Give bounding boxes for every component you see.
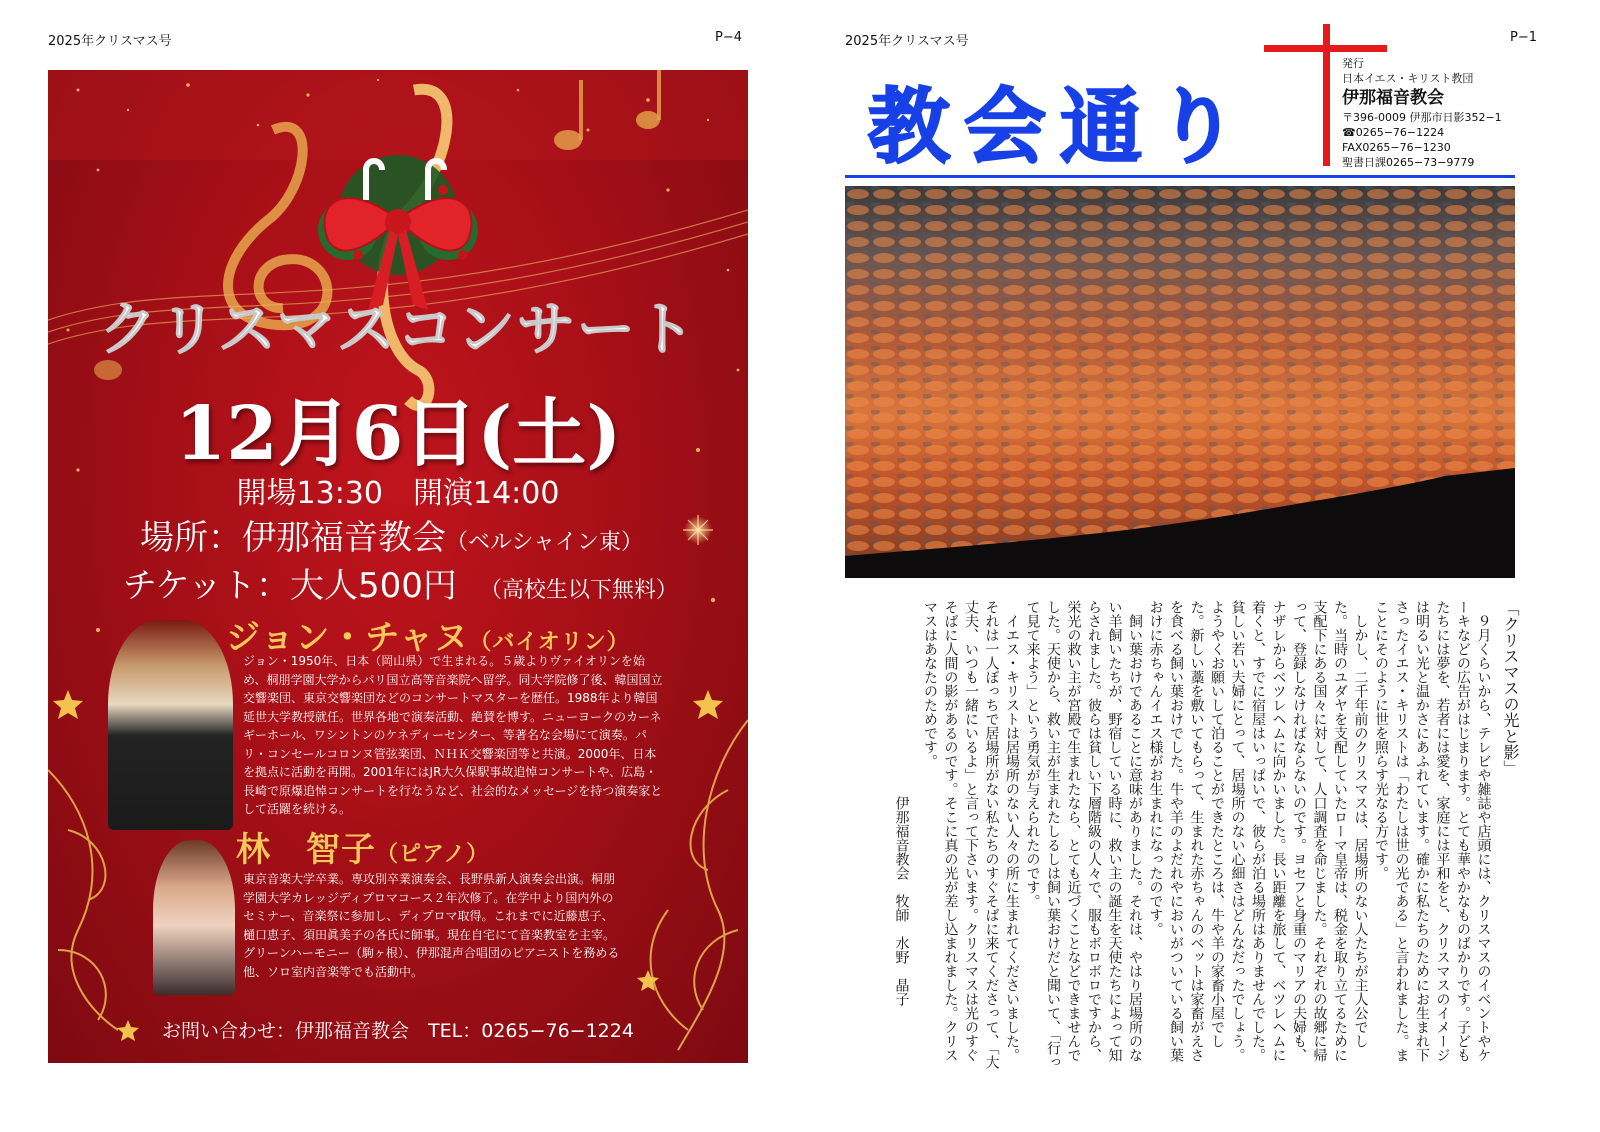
concert-venue <box>140 510 643 559</box>
performer-1-name: ジョン・チャヌ <box>226 618 470 658</box>
left-page-number: P−4 <box>715 30 743 45</box>
publisher-address: 〒396-0009 伊那市日影352−1 <box>1342 111 1502 124</box>
right-page-number: P−1 <box>1510 30 1538 45</box>
masthead-rule <box>845 175 1515 178</box>
venue-note: （ベルシャイン東） <box>446 530 644 555</box>
performer-2-bio: 東京音楽大学卒業。専攻別卒業演奏会、長野県新人演奏会出演。桐朋学園大学カレッジディプロマコース２年次修了。在学中より国内外のセミナー、音楽祭に参加し、ディプロマ取得。これまでに近藤恵子、樋口恵子、須田眞美子の各氏に師事。現在自宅にて音楽教室を主宰。グリーンハーモニー（駒ヶ根）、伊那混声合唱団のピアニストを務める他、ソロ室内音楽等でも活動中。 <box>243 872 620 979</box>
left-page-header: 2025年クリスマス号 <box>48 34 172 49</box>
concert-poster <box>48 70 748 1063</box>
publisher-tel: ☎0265−76−1224 <box>1342 126 1445 139</box>
publisher-label: 発行 <box>1342 57 1364 70</box>
article-paragraph: イエス・キリストは居場所のない人々の所に生まれてくださいました。それは一人ぼっちで居場所がない私たちのすぐそばに来てくださって、「大丈夫、いつも一緒にいるよ」と言って下さいます。クリスマスは光のすぐそばに人間の影があるのです。そこに真の光が差し込まれました。クリスマスはあなたのためです。 <box>922 600 1020 1069</box>
performer-name-piano <box>236 822 489 871</box>
venue-label: 場所：伊那福音教会 <box>140 518 446 558</box>
article-paragraph: 飼い葉おけであることに意味がありました。それは、やはり居場所のない羊飼いたちが、野宿している時に、救い主の誕生を天使たちによって知らされました。彼らは貧しい下層階級の人々で、服もボロボロですから、栄光の救い主が宮殿で生まれたなら、とても近づくことなどできませんでした。天使から、救い主が生まれたしるしは飼い葉おけだと聞いて、「行って見て来よう」という勇気が与えられたのです。 <box>1024 600 1143 1069</box>
sunset-sky-photo <box>845 186 1515 578</box>
performer-2-name: 林 智子 <box>236 830 376 870</box>
right-page-header: 2025年クリスマス号 <box>845 34 969 49</box>
concert-date: 12月6日(土) <box>174 391 622 477</box>
poster-contact: お問い合わせ：伊那福音教会 TEL：0265−76−1224 <box>162 1020 634 1042</box>
ticket-label: チケット：大人500円 <box>123 566 457 606</box>
ticket-note: （高校生以下無料） <box>490 578 678 603</box>
performer-2-instrument: （ピアノ） <box>376 842 490 867</box>
publisher-info <box>1342 56 1502 170</box>
article-paragraph: しかし、二千年前のクリスマスは、居場所のない人たちが主人公でした。当時のユダヤを支配していたローマ皇帝は、税金を取り立てるために支配下にある国々に対して、人口調査を命じました。それぞれの故郷に帰って、登録しなければならないのです。ヨセフと身重のマリアの夫婦も、ナザレからベツレヘムに向かいました。長い距離を旅して、ベツレヘムに着くと、すでに宿屋はいっぱいで、彼らが泊る場所はありませんでした。貧しい若い夫婦にとって、居場所のない心細さはどんなだったでしょう。ようやくお願いして泊ることができたところは、牛や羊の家畜小屋でした。新しい藁を敷いてもらって、生まれた赤ちゃんのベットは家畜がえさを食べる飼い葉おけでした。牛や羊のよだれやにおいがついている飼い葉おけに赤ちゃんイエス様がお生まれになったのです。 <box>1147 600 1369 1062</box>
publisher-fax: FAX0265−76−1230 <box>1342 141 1451 154</box>
violinist-photo <box>108 620 233 830</box>
concert-ticket <box>123 558 678 607</box>
publisher-org: 日本イエス・キリスト教団 <box>1342 72 1474 85</box>
poster-title: クリスマスコンサート <box>99 295 697 363</box>
performer-1-bio: ジョン・1950年、日本（岡山県）で生まれる。５歳よりヴァイオリンを始め、桐朋学園大学からパリ国立高等音楽院へ留学。同大学院修了後、韓国国立交響楽団、東京交響楽団などのコンサートマスターを歴任。1988年より韓国延世大学教授就任。世界各地で演奏活動、絶賛を博す。ニューヨークのカーネギーホール、ワシントンのケネディーセンター、等著名な会場にて演奏。パリ・コンセールコロンヌ管弦楽団、ＮＨＫ交響楽団等と共演。2000年、日本を拠点に活動を再開。2001年にはJR大久保駅事故追悼コンサートや、広島・長崎で原爆追悼コンサートを行なうなど、社会的なメッセージを持つ演奏家として活躍を続ける。 <box>243 654 663 816</box>
pianist-photo <box>153 840 235 995</box>
publisher-church: 伊那福音教会 <box>1342 88 1444 108</box>
article-vertical-text <box>880 600 1520 1070</box>
article-signature: 伊那福音教会 牧師 水野 晶子 <box>893 796 910 1006</box>
performer-1-instrument: （バイオリン） <box>469 630 630 655</box>
article-title: 「クリスマスの光と影」 <box>1501 600 1520 776</box>
sky-texture <box>845 186 1515 578</box>
publisher-bible: 聖書日課0265−73−9779 <box>1342 156 1475 169</box>
article-paragraph: ９月くらいから、テレビや雑誌や店頭には、クリスマスのイベントやケーキなどの広告がはじまります。とても華やかなものばかりです。子どもたちには夢を、若者には愛を、家庭には平和をと、クリスマスのイメージは明るい光と温かさにあふれています。確かに私たちのためにお生まれ下さったイエス・キリストは「わたしは世の光である」と言われました。まことにそのように世を照らす光なる方です。 <box>1373 600 1492 1062</box>
concert-times: 開場13:30 開演14:00 <box>236 476 560 511</box>
newsletter-masthead: 教会通り <box>868 80 1253 175</box>
cross-icon-bar <box>1264 45 1387 52</box>
